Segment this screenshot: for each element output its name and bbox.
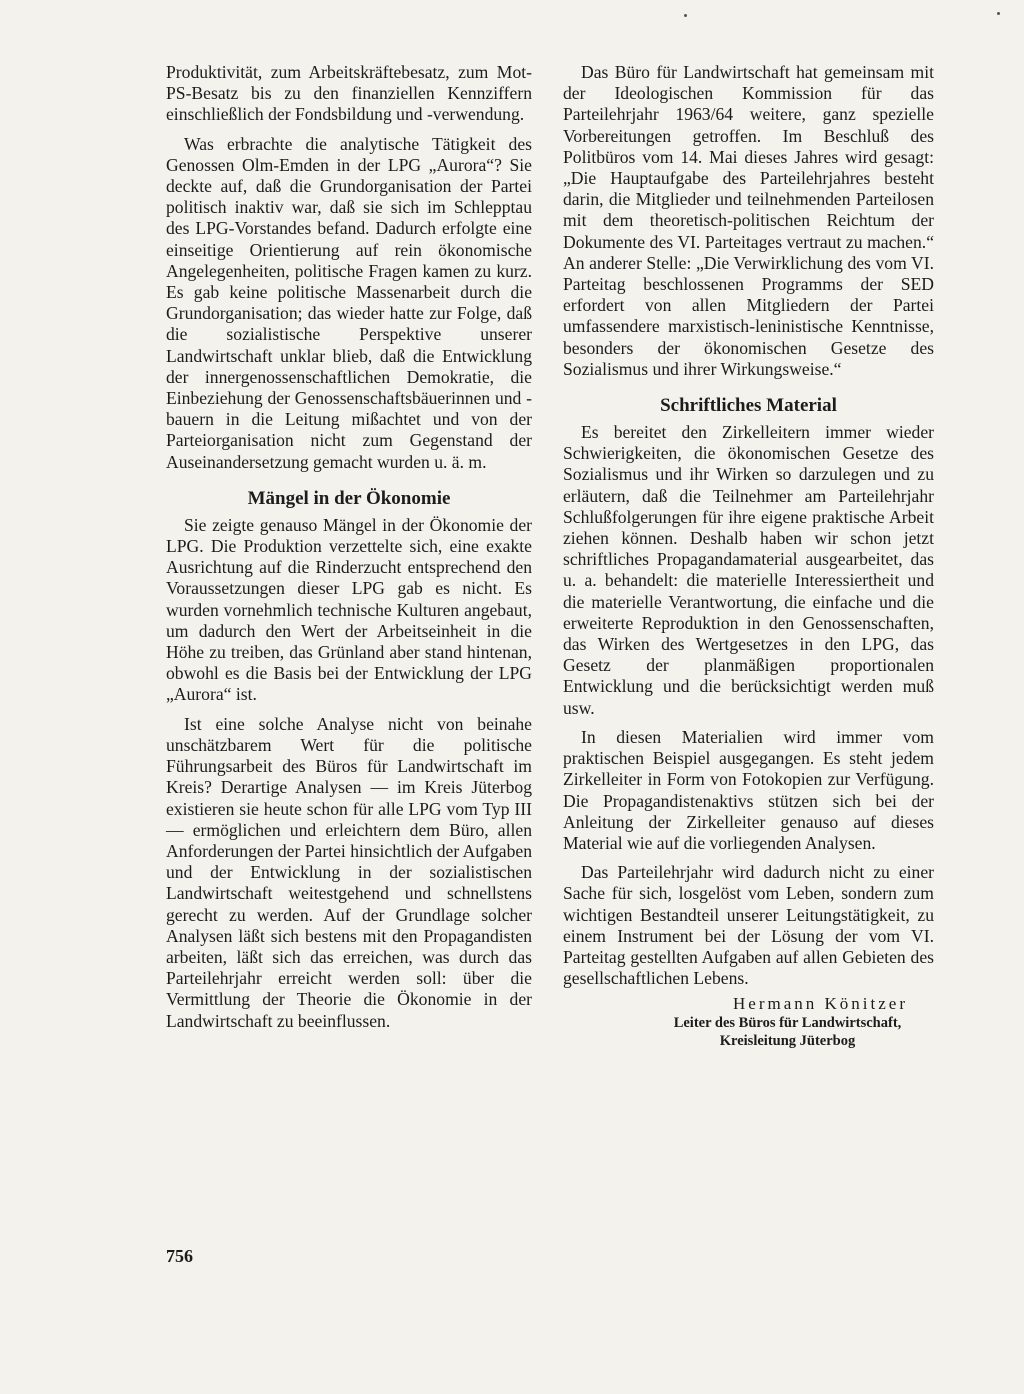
author-name: Hermann Könitzer	[733, 994, 908, 1014]
paragraph: Es bereitet den Zirkelleitern immer wieder Schwierigkeiten, die ökonomischen Gesetze des Sozialismus und ihr Wirken so darzulegen und zu erläutern, daß die Teilnehmer am Parteilehrjahr Schlußfolgerungen für ihre eigene praktische Arbeit ziehen können. Deshalb haben wir schon jetzt schriftliches Propagandamaterial ausgearbeitet, das u. a. behandelt: die materielle Interessiertheit und die materielle Verantwortung, die einfache und die erweiterte Reproduktion in den Genossenschaften, das Wirken des Wertgesetzes in den LPG, das Gesetz der planmäßigen proportionalen Entwicklung und die berücksichtigt werden muß usw.	[563, 422, 934, 718]
paragraph: Sie zeigte genauso Mängel in der Ökonomie der LPG. Die Produktion verzettelte sich, eine exakte Ausrichtung auf die Rinderzucht entsprechend den Voraussetzungen dieser LPG gab es nicht. Es wurden vornehmlich technische Kulturen angebaut, um dadurch den Wert der Arbeitseinheit in die Höhe zu treiben, das Grünland aber stand hintenan, obwohl es die Basis bei der Entwicklung der LPG „Aurora“ ist.	[166, 514, 532, 705]
author-role: Leiter des Büros für Landwirtschaft,	[673, 1015, 902, 1032]
page-number: 756	[166, 1246, 193, 1266]
scan-speck	[997, 12, 1000, 15]
paragraph: Was erbrachte die analytische Tätigkeit des Genossen Olm-Emden in der LPG „Aurora“? Sie deckte auf, daß die Grundorganisation der Partei politisch inaktiv war, daß sie sich im Schlepptau des LPG-Vorstandes befand. Dadurch erfolgte eine einseitige Orientierung auf rein ökonomische Angelegenheiten, politische Fragen kamen zu kurz. Es gab keine politische Massenarbeit durch die Grundorganisation; das wieder hatte zur Folge, daß die sozialistische Perspektive unserer Landwirtschaft unklar blieb, daß die Entwicklung der innergenossenschaftlichen Demokratie, die Einbeziehung der Genossenschaftsbäuerinnen und -bauern in die Leitung mißachtet und von der Parteiorganisation nicht zum Gegenstand der Auseinandersetzung gemacht wurden u. ä. m.	[166, 133, 532, 472]
section-heading: Mängel in der Ökonomie	[247, 487, 451, 509]
paragraph: In diesen Materialien wird immer vom praktischen Beispiel ausgegangen. Es steht jedem Zirkelleiter in Form von Fotokopien zur Verfügung. Die Propagandistenaktivs stützen sich bei der Anleitung der Zirkelleiter genauso auf dieses Material wie auf die vorliegenden Analysen.	[563, 726, 934, 853]
section-heading: Schriftliches Material	[660, 395, 837, 417]
paragraph: Ist eine solche Analyse nicht von beinahe unschätzbarem Wert für die politische Führungsarbeit des Büros für Landwirtschaft im Kreis? Derartige Analysen — im Kreis Jüterbog existieren sie heute schon für alle LPG vom Typ III — ermöglichen und erleichtern dem Büro, allen Anforderungen der Partei hinsichtlich der Aufgaben und der Entwicklung in der sozialistischen Landwirtschaft weitestgehend und schnellstens gerecht zu werden. Auf der Grundlage solcher Analysen läßt sich bestens mit den Propagandisten arbeiten, läßt sich das erreichen, was durch das Parteilehrjahr erreicht werden soll: über die Vermittlung der Theorie die Ökonomie in der Landwirtschaft zu beeinflussen.	[166, 713, 532, 1031]
signature-block	[563, 993, 934, 1050]
author-organization: Kreisleitung Jüterbog	[719, 1033, 856, 1050]
paragraph: Produktivität, zum Arbeitskräftebesatz, zum Mot-PS-Besatz bis zu den finanziellen Kennziffern einschließlich der Fondsbildung und -verwendung.	[166, 62, 532, 125]
paragraph: Das Parteilehrjahr wird dadurch nicht zu einer Sache für sich, losgelöst vom Leben, sondern zum wichtigen Bestandteil unserer Leitungstätigkeit, zu einem Instrument bei der Lösung der vom VI. Parteitag gestellten Aufgaben auf allen Gebieten des gesellschaftlichen Lebens.	[563, 862, 934, 989]
scan-speck	[684, 14, 687, 17]
paragraph: Das Büro für Landwirtschaft hat gemeinsam mit der Ideologischen Kommission für das Parteilehrjahr 1963/64 weitere, ganz spezielle Vorbereitungen getroffen. Im Beschluß des Politbüros vom 14. Mai dieses Jahres wird gesagt: „Die Hauptaufgabe des Parteilehrjahres besteht darin, die Mitglieder und teilnehmenden Parteilosen mit dem theoretisch-politischen Reichtum der Dokumente des VI. Parteitages vertraut zu machen.“ An anderer Stelle: „Die Verwirklichung des vom VI. Parteitag beschlossenen Programms der SED erfordert von allen Mitgliedern der Partei umfassendere marxistisch-leninistische Kenntnisse, besonders der ökonomischen Gesetze des Sozialismus und ihrer Wirkungsweise.“	[563, 62, 934, 379]
left-column	[166, 62, 532, 1032]
right-column	[563, 62, 934, 1050]
